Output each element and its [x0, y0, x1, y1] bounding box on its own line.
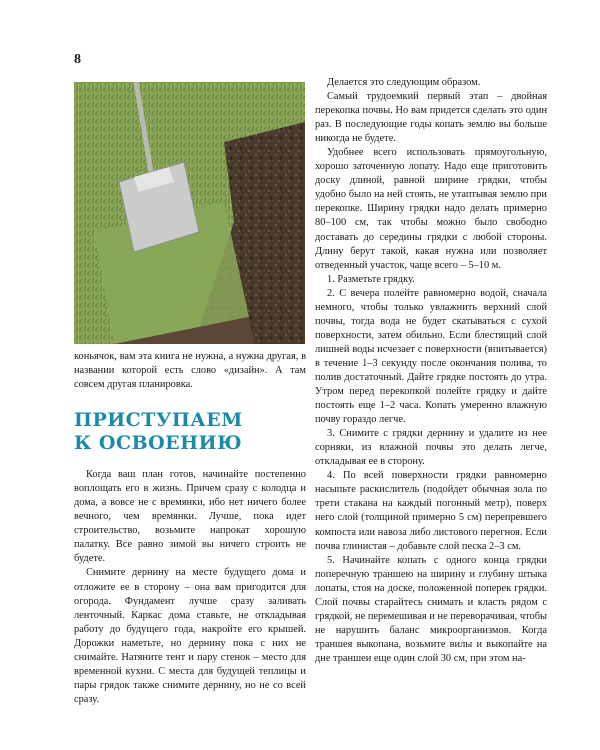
right-column — [315, 76, 547, 666]
body-paragraph: Когда ваш план готов, начинайте постепенно воплощать его в жизнь. Причем сразу с колодца и дома, а вовсе не с времянки, ибо нет ничего более вечного, чем времянки. Лучше, пока идет строительство, возьмите напрокат хорошую палатку. Все равно зимой вы ничего строить не будете. — [74, 469, 306, 565]
page-number: 8 — [74, 52, 81, 67]
step-item: 2. С вечера полейте равномерно водой, сначала немного, чтобы только увлажнить верхний слой почвы, тогда вода не будет скатываться с сухой поверхности, затем обильно. Если блестящий слой лишней воды исчезает с поверхности (впитывается) в течение 1–3 секунду после окончания полива, то полив достаточный. Дайте грядке постоять до утра. Утром перед перекопкой полейте грядку и дайте постоять еще 1–2 часа. Копать умеренно влажную почву гораздо легче. — [315, 287, 547, 426]
body-paragraph: Снимите дернину на месте будущего дома и отложите ее в сторону – она вам пригодится для огорода. Фундамент лучше сразу заливать ленточный. Каркас дома ставьте, не откладывая работу до будущего года, накройте его крышей. Дорожки наметьте, но дернину пока с них не снимайте. Натяните тент и пару стенок – место для временной кухни. С места для будущей теплицы и пары грядок также снимите дернину, но не со всей сразу. — [74, 567, 306, 705]
body-paragraph: Удобнее всего использовать прямоугольную, хорошо заточенную лопату. Надо еще приготовить доску длиной, равной ширине грядки, чтобы удобно было на ней стоять, не утаптывая землю при перекопке. Ширину грядки надо делать примерно 80–100 см, так чтобы можно было свободно доставать до середины грядки с любой стороны. Длину берут такой, какая нужна или позволяет отведенный участок, чаще всего – 5–10 м. — [315, 147, 547, 271]
shovel-turf-photo — [74, 82, 305, 344]
body-paragraph: Делается это следующим образом. — [327, 77, 481, 88]
continued-paragraph: коньячок, вам эта книга не нужна, а нужна другая, в названии которой есть слово «дизайн». А там совсем другая планировка. — [74, 351, 306, 391]
section-heading-line2: К ОСВОЕНИЮ — [74, 432, 243, 455]
step-item: 1. Разметьте грядку. — [327, 273, 415, 285]
body-paragraph: Самый трудоемкий первый этап – двойная перекопка почвы. Но вам придется сделать это один раз. В последующие годы копать землю вы больше никогда не будете. — [315, 91, 547, 145]
section-heading-line1: ПРИСТУПАЕМ — [74, 409, 243, 432]
step-item: 3. Снимите с грядки дернину и удалите из нее сорняки, из влажной почвы это делать легче, откладывая ее в сторону. — [315, 428, 547, 468]
step-item: 5. Начинайте копать с одного конца грядки поперечную траншею на ширину и глубину штыка лопаты, стоя на доске, положенной поперек грядки. Слой почвы старайтесь снимать и класть рядом с грядкой, не перемешивая и не переворачивая, чтобы не нарушить баланс микроорганизмов. Когда траншея выкопана, возьмите вилы и выкопайте на дне траншеи еще один слой 30 см, при этом на- — [315, 554, 547, 664]
step-item: 4. По всей поверхности грядки равномерно насыпьте раскислитель (подойдет обычная зола по трети стакана на каждый погонный метр), поверх него слой (толщиной примерно 5 см) перепревшего компоста или навоза либо листового перегноя. Если почва глинистая – добавьте слой песка 2–3 см. — [315, 470, 547, 552]
section-heading — [74, 409, 306, 455]
left-column — [74, 350, 306, 707]
